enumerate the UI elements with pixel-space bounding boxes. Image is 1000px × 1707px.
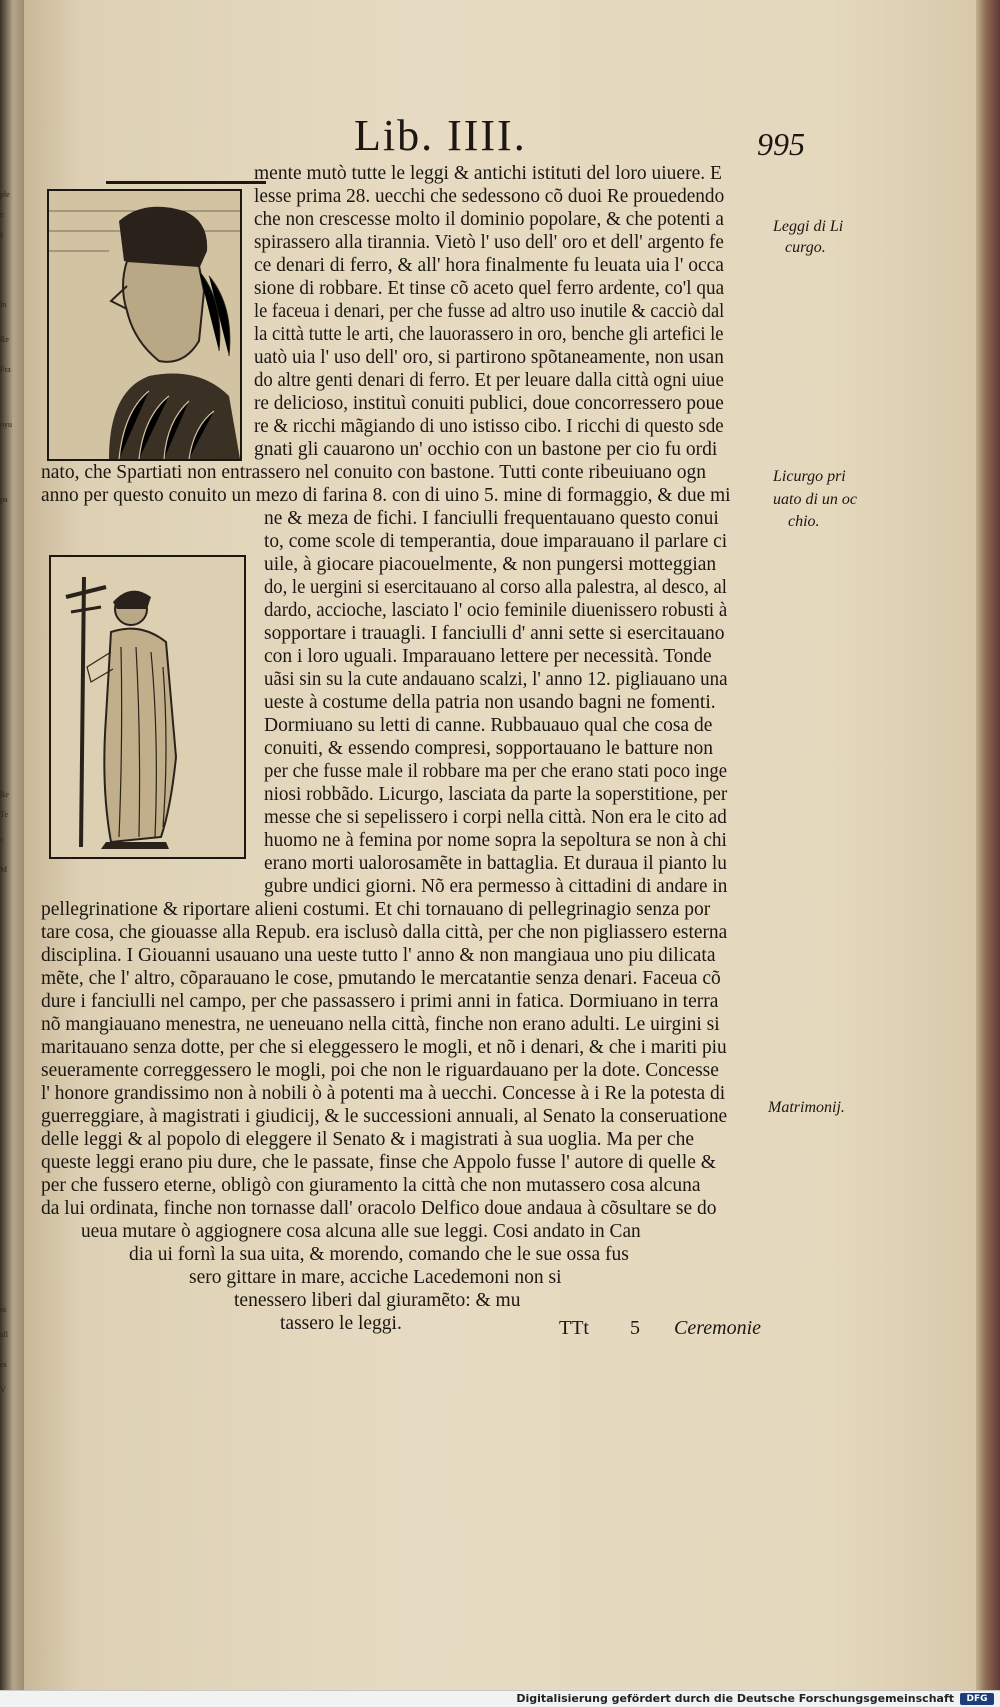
left-edge-fragment: Re	[0, 335, 9, 344]
previous-page-edge	[0, 0, 24, 1690]
left-edge-fragment: V	[0, 1385, 6, 1394]
text-line: spirassero alla tirannia. Vietò l' uso dell' oro et dell' argento fe	[254, 232, 724, 253]
left-edge-fragment: oyu	[0, 420, 12, 429]
text-line: per che fusse male il robbare ma per che erano stati poco inge	[264, 761, 728, 782]
left-edge-fragment: ni	[0, 1305, 7, 1314]
text-line: sero gittare in mare, acciche Lacedemoni non si	[189, 1267, 562, 1288]
left-edge-fragment: ln	[0, 300, 7, 309]
text-line: gubre undici giorni. Nõ era permesso à cittadini di andare in	[264, 876, 728, 897]
text-line: l' honore grandissimo non à nobili ò à potenti ma à uecchi. Concesse à i Re la potesta di	[41, 1083, 726, 1104]
book-edge-right	[976, 0, 1000, 1690]
text-line: re delicioso, instituì conuiti publici, doue concorressero poue	[254, 393, 724, 414]
margin-note: chio.	[788, 513, 820, 530]
text-line: delle leggi & al popolo di eleggere il Senato & i magistrati à sua uoglia. Ma per che	[41, 1129, 695, 1150]
text-line: re & ricchi mãgiando di uno istisso cibo. I ricchi di questo sde	[254, 416, 724, 437]
left-edge-fragment: all	[0, 1330, 8, 1339]
text-line: dure i fanciulli nel campo, per che passassero i primi anni in fatica. Dormiuano in terra	[41, 991, 719, 1012]
left-edge-fragment: M	[0, 865, 8, 874]
text-line: maritauano senza dotte, per che si eleggessero le mogli, et nõ i denari, & che i mariti piu	[41, 1037, 727, 1058]
text-line: la città tutte le arti, che lauorassero in oro, benche gli artefici le	[254, 324, 724, 345]
text-line: le faceua i denari, per che fusse ad altro uso inutile & cacciò dal	[254, 301, 725, 322]
page-number: 995	[757, 126, 805, 162]
text-line: ueste à costume della patria non usando bagni ne fomenti.	[264, 692, 716, 713]
woodcut-standing-figure	[49, 555, 246, 859]
left-edge-fragment: e	[0, 210, 4, 219]
text-line: conuiti, & essendo compresi, sopportauano le batture non	[264, 738, 713, 759]
catchword: Ceremonie	[674, 1317, 762, 1339]
text-line: da lui ordinata, finche non tornasse dall' oracolo Delfico doue andaua à cõsultare se do	[41, 1198, 717, 1219]
text-line: to, come scole di temperantia, doue imparauano il parlare ci	[264, 531, 728, 552]
text-line: erano morti ualorosamẽte in battaglia. Et duraua il pianto lu	[264, 853, 727, 874]
left-edge-fragment: Fra	[0, 365, 11, 374]
text-line: do, le uergini si esercitauano al corso alla palestra, al desco, al	[264, 577, 727, 598]
margin-note: Licurgo pri	[773, 468, 846, 485]
margin-note: curgo.	[785, 239, 826, 256]
signature-mark: TTt	[559, 1317, 589, 1339]
left-edge-fragment: s	[0, 230, 4, 239]
signature-number: 5	[630, 1317, 640, 1339]
text-line: mente mutò tutte le leggi & antichi istituti del loro uiuere. E	[254, 163, 722, 184]
text-line: tenessero liberi dal giuramẽto: & mu	[234, 1290, 521, 1311]
left-edge-fragment: c	[0, 835, 4, 844]
text-line: do altre genti denari di ferro. Et per leuare dalla città ogni uiue	[254, 370, 724, 391]
digitization-footer	[0, 1690, 1000, 1707]
left-edge-fragment: es	[0, 1360, 7, 1369]
text-line: disciplina. I Giouanni usauano una ueste tutto l' anno & non mangiaua uno piu dilicata	[41, 945, 716, 966]
text-line: pellegrinatione & riportare alieni costumi. Et chi tornauano di pellegrinagio senza por	[41, 899, 711, 920]
text-line: uile, à giocare piacouelmente, & non pungersi motteggian	[264, 554, 717, 575]
text-line: ne & meza de fichi. I fanciulli frequentauano questo conui	[264, 508, 719, 529]
left-edge-fragment: ple	[0, 190, 10, 199]
portrait-illustration	[49, 191, 240, 459]
dfg-logo: DFG	[960, 1693, 994, 1705]
left-edge-fragment: Re	[0, 790, 9, 799]
margin-note: Matrimonij.	[768, 1099, 845, 1116]
text-line: huomo ne à femina por nome sopra la sepoltura se non à chi	[264, 830, 727, 851]
margin-note: Leggi di Li	[773, 218, 844, 235]
text-line: guerreggiare, à magistrati i giudicij, & le successioni annuali, al Senato la conseruatione	[41, 1106, 728, 1127]
text-line: sopportare i trauagli. I fanciulli d' anni sette si esercitauano	[264, 623, 725, 644]
left-edge-fragment: pa	[0, 495, 8, 504]
text-line: seueramente correggessero le mogli, poi che non le riguardauano per la dote. Concesse	[41, 1060, 719, 1081]
text-line: messe che si sepelissero i corpi nella città. Non era le cito ad	[264, 807, 727, 828]
text-line: ueua mutare ò aggiognere cosa alcuna alle sue leggi. Cosi andato in Can	[81, 1221, 641, 1242]
text-line: niosi robbãdo. Licurgo, lasciata da parte la soperstitione, per	[264, 784, 728, 805]
text-line: mẽte, che l' altro, cõparauano le cose, pmutando le mercatantie senza denari. Faceua cõ	[41, 968, 721, 989]
running-title: Lib. IIII.	[354, 111, 527, 160]
woodcut-portrait	[47, 189, 242, 461]
text-line: Dormiuano su letti di canne. Rubbauauo qual che cosa de	[264, 715, 713, 736]
text-line: che non crescesse molto il dominio popolare, & che potenti a	[254, 209, 724, 230]
standing-figure-illustration	[51, 557, 244, 857]
text-line: queste leggi erano piu dure, che le passate, finse che Appolo fusse l' autore di quelle &	[41, 1152, 716, 1173]
margin-note: uato di un oc	[773, 491, 857, 508]
text-line: dardo, accioche, lasciato l' ocio feminile diuenissero robusti à	[264, 600, 728, 621]
text-line: tare cosa, che giouasse alla Repub. era isclusò dalla città, per che non pigliassero esterna	[41, 922, 728, 943]
text-line: uãsi sin su la cute andauano scalzi, l' anno 12. pigliauano una	[264, 669, 728, 690]
funding-credit: Digitalisierung gefördert durch die Deutsche Forschungsgemeinschaft	[516, 1692, 954, 1705]
text-line: uatò uia l' uso dell' oro, si partirono spõtaneamente, non usan	[254, 347, 724, 368]
header-rule	[106, 181, 266, 184]
text-line: tassero le leggi.	[280, 1313, 402, 1334]
text-line: gnati gli cauarono un' occhio con un bastone per cio fu ordi	[254, 439, 718, 460]
text-line: anno per questo conuito un mezo di farina 8. con di uino 5. mine di formaggio, & due mi	[41, 485, 731, 506]
text-line: per che fussero eterne, obligò con giuramento la città che non mutassero cosa alcuna	[41, 1175, 701, 1196]
text-line: dia ui fornì la sua uita, & morendo, comando che le sue ossa fus	[129, 1244, 629, 1265]
text-line: lesse prima 28. uecchi che sedessono cõ duoi Re prouedendo	[254, 186, 725, 207]
book-page	[24, 0, 976, 1690]
left-edge-fragment: Te	[0, 810, 8, 819]
text-line: ce denari di ferro, & all' hora finalmente fu leuata uia l' occa	[254, 255, 724, 276]
text-line: nõ mangiauano menestra, ne ueneuano nella città, finche non erano adulti. Le uirgini si	[41, 1014, 720, 1035]
text-line: con i loro uguali. Imparauano lettere per necessità. Tonde	[264, 646, 712, 667]
text-line: nato, che Spartiati non entrassero nel conuito con bastone. Tutti conte ribeuiuano ogn	[41, 462, 707, 483]
text-line: sione di robbare. Et tinse cõ aceto quel ferro ardente, co'l qua	[254, 278, 725, 299]
